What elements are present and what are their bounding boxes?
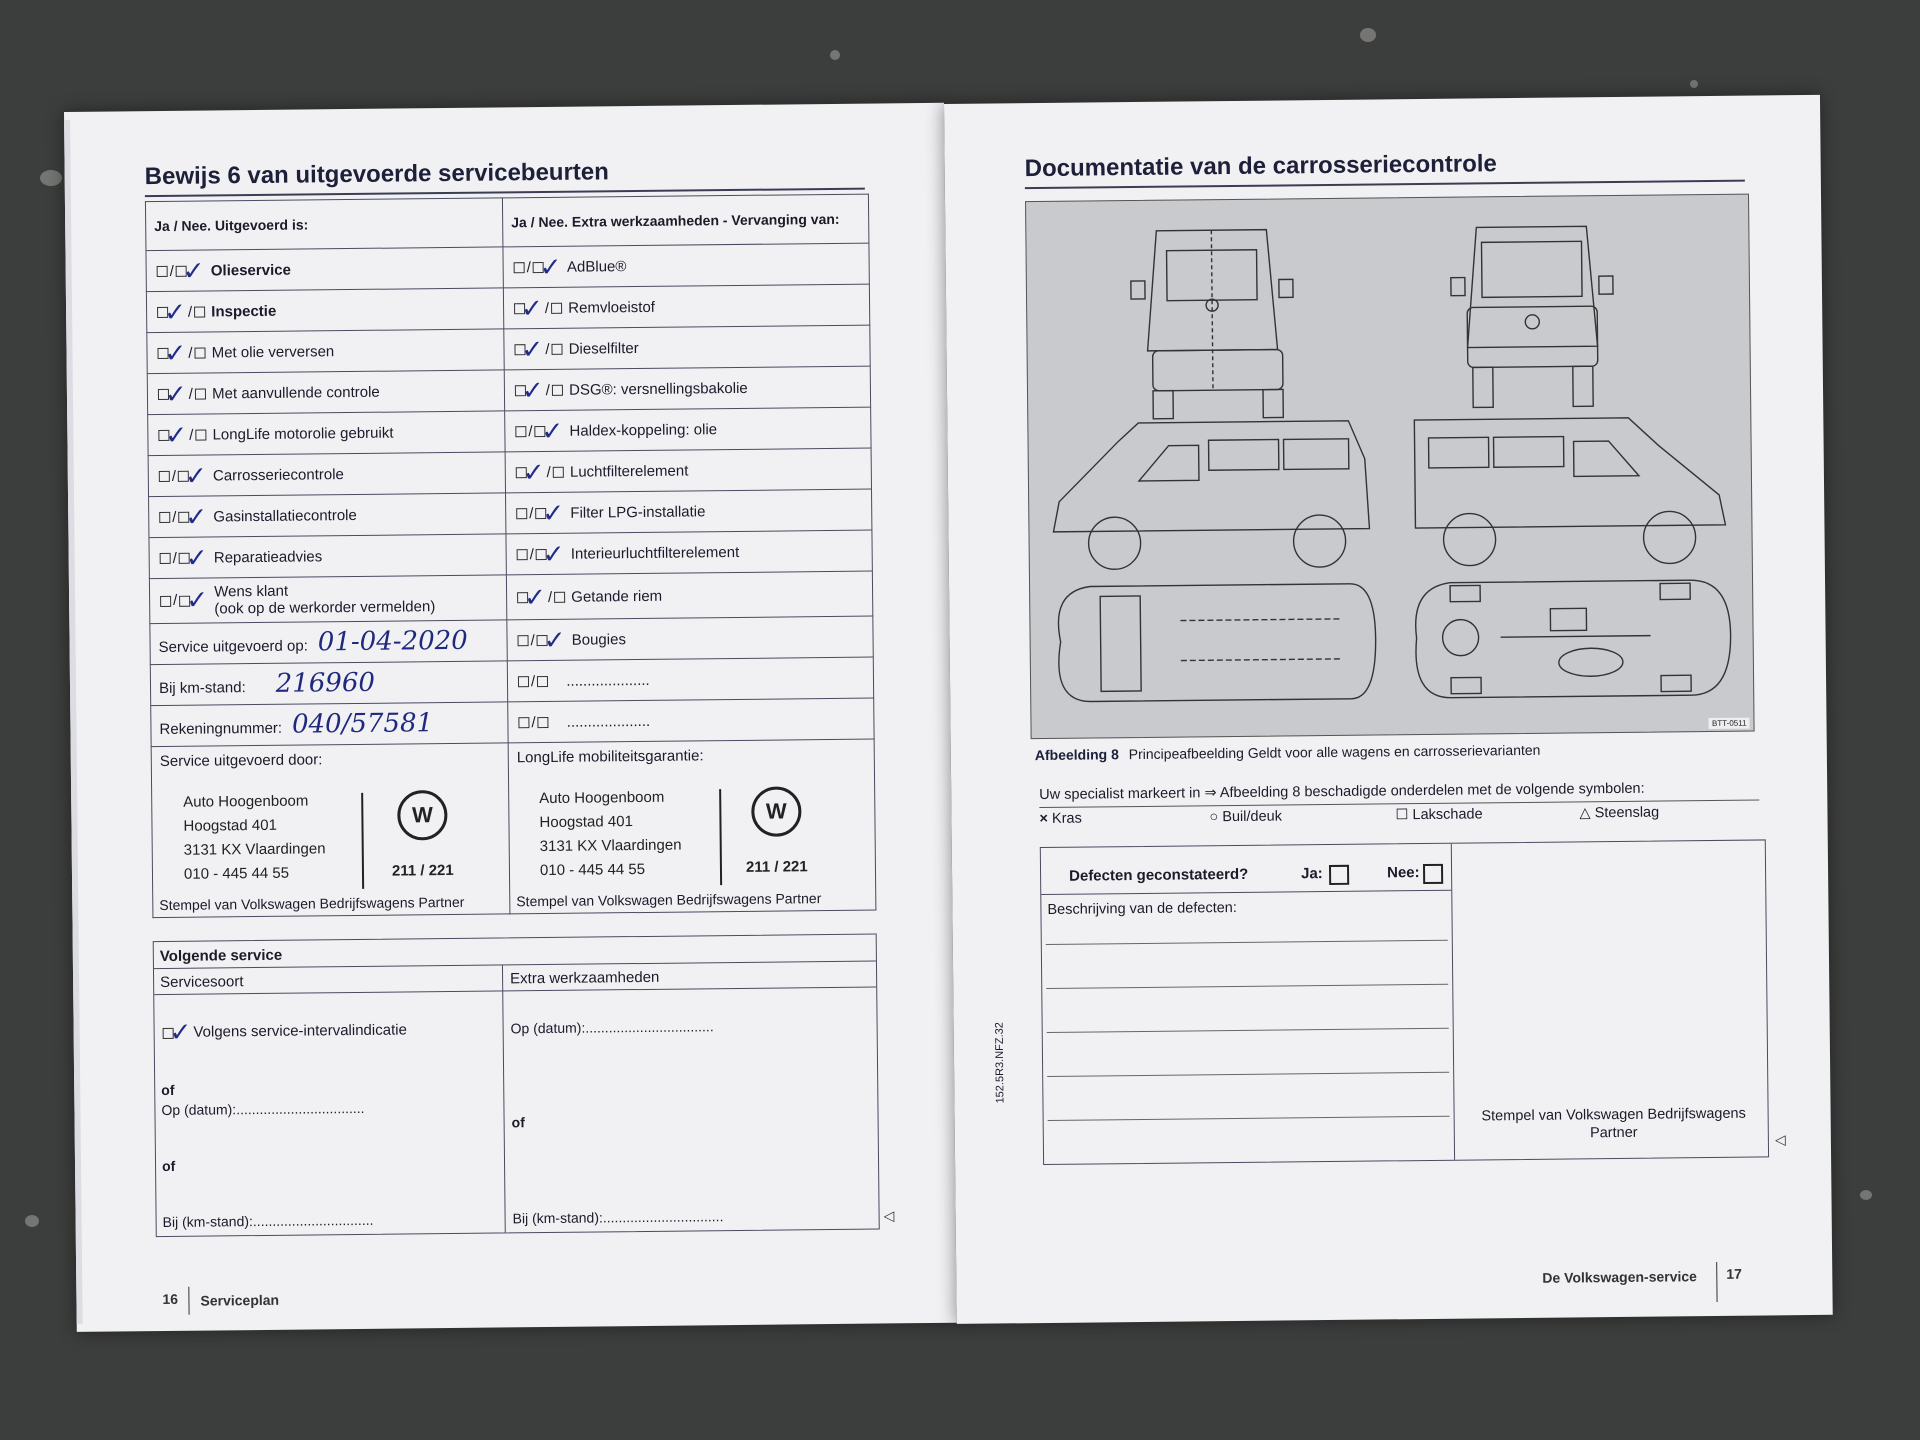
symbol-dent xyxy=(1209,809,1282,826)
table-row: / ✓ Filter LPG-installatie xyxy=(506,489,872,534)
caption-label: Afbeelding 8 xyxy=(1034,746,1119,764)
next-col1-header: Servicesoort xyxy=(160,973,244,992)
row-label: Reparatieadvies xyxy=(213,547,323,566)
table-row: / ✓ Olieservice xyxy=(146,247,503,292)
van-top-view xyxy=(1058,584,1376,702)
footer-divider xyxy=(1716,1262,1717,1302)
table-row: ✓ / Inspectie xyxy=(146,288,503,333)
checkmark-icon: ✓ xyxy=(520,293,544,324)
checkmark-icon: ✓ xyxy=(521,375,544,406)
row-blank: .................... xyxy=(566,671,650,690)
km-label: Bij km-stand: xyxy=(158,679,246,698)
caption-text: Principeafbeelding Geldt voor alle wagens en carrosserievarianten xyxy=(1128,741,1541,763)
divider xyxy=(154,987,876,996)
row-label: Getande riem xyxy=(571,587,663,606)
dealer-code: 211 / 221 xyxy=(391,861,454,880)
row-label: Olieservice xyxy=(210,261,291,279)
dealer-name: Auto Hoogenboom xyxy=(183,792,309,811)
table-row: ✓ / DSG®: versnellingsbakolie xyxy=(504,366,870,411)
checkmark-icon: ✓ xyxy=(523,582,547,613)
page-title: Bewijs 6 van uitgevoerde servicebeurten xyxy=(144,158,610,191)
checkmark-icon: ✓ xyxy=(186,585,209,616)
dealer-city: 3131 KX Vlaardingen xyxy=(183,840,326,859)
service-date-value: 01-04-2020 xyxy=(317,625,468,658)
table-row: / ✓ AdBlue® xyxy=(503,243,869,288)
next-col2-header: Extra werkzaamheden xyxy=(510,968,660,988)
vehicle-diagram xyxy=(1025,194,1755,740)
continue-arrow-icon: ◁ xyxy=(883,1207,895,1224)
van-front-view xyxy=(1450,226,1614,408)
row-label: Haldex-koppeling: olie xyxy=(569,420,718,440)
row-label: Filter LPG-installatie xyxy=(570,502,706,522)
checkmark-icon: ✓ xyxy=(539,252,562,283)
dealer-name: Auto Hoogenboom xyxy=(539,788,665,808)
row-label: LongLife motorolie gebruikt xyxy=(212,424,394,443)
vw-logo-icon: W xyxy=(751,786,802,837)
table-speck xyxy=(1690,80,1698,88)
next-km-field: Bij (km-stand):............................... xyxy=(162,1211,374,1231)
figure-code: BTT-0511 xyxy=(1709,718,1750,729)
checkmark-icon: ✓ xyxy=(169,1017,192,1048)
stone-chip-icon: △ xyxy=(1579,805,1591,822)
row-label: Luchtfilterelement xyxy=(569,461,689,481)
row-blank: .................... xyxy=(566,712,651,731)
dealer-stamp xyxy=(183,789,326,886)
table-speck xyxy=(1860,1190,1872,1200)
writing-line xyxy=(1047,1072,1449,1077)
km-value: 216960 xyxy=(275,667,376,699)
checkmark-icon: ✓ xyxy=(164,338,187,369)
vw-logo-icon: W xyxy=(397,790,448,841)
stamp-label: Stempel van Volkswagen Bedrijfswagens Partner xyxy=(1481,1105,1746,1142)
defects-box xyxy=(1040,839,1769,1165)
service-by-label: Service uitgevoerd door: xyxy=(159,751,323,771)
writing-line xyxy=(1048,1116,1450,1121)
instruction-text: Uw specialist markeert in ⇒ Afbeelding 8 beschadigde onderdelen met de volgende symbolen: xyxy=(1039,780,1645,804)
scratch-icon: × xyxy=(1039,810,1049,828)
table-row: / .................... xyxy=(507,657,873,702)
symbol-label: Lakschade xyxy=(1412,806,1483,824)
table-row: ✓ / Met aanvullende controle xyxy=(147,370,504,415)
row-label: Gasinstallatiecontrole xyxy=(213,506,357,525)
row-label: Interieurluchtfilterelement xyxy=(570,543,740,563)
checkmark-icon: ✓ xyxy=(542,498,565,529)
table-row: / ✓ Reparatieadvies xyxy=(149,534,506,579)
table-speck xyxy=(25,1215,39,1227)
dealer-code: 211 / 221 xyxy=(745,858,808,876)
divider xyxy=(1041,890,1451,895)
service-date-cell xyxy=(150,620,507,665)
row-sublabel: (ook op de werkorder vermelden) xyxy=(214,598,436,618)
table-row: / ✓ Wens klant (ook op de werkorder vermelden) xyxy=(149,575,506,624)
dealer-street: Hoogstad 401 xyxy=(183,816,277,835)
van-side-view-left xyxy=(1052,421,1370,570)
no-label: Nee: xyxy=(1386,864,1420,882)
or-label: of xyxy=(511,1114,525,1131)
row-label: Bougies xyxy=(571,630,626,649)
footer-label: Serviceplan xyxy=(200,1291,280,1309)
van-rear-view xyxy=(1130,229,1294,419)
longlife-stamp xyxy=(539,786,682,883)
extra-date-field: Op (datum):................................. xyxy=(510,1018,714,1037)
checkmark-icon: ✓ xyxy=(521,334,544,365)
col-header-extra: Ja / Nee. Extra werkzaamheden - Vervanging van: xyxy=(502,194,868,247)
continue-arrow-icon: ◁ xyxy=(1774,1131,1786,1148)
page-number: 17 xyxy=(1726,1265,1742,1282)
checkmark-icon: ✓ xyxy=(522,457,545,488)
row-label: Wens klant xyxy=(214,582,289,601)
table-speck xyxy=(830,50,840,60)
or-label: of xyxy=(161,1157,176,1175)
checkmark-icon: ✓ xyxy=(164,379,187,410)
symbol-legend xyxy=(1039,804,1759,828)
service-date-label: Service uitgevoerd op: xyxy=(158,637,308,657)
table-row: / ✓ Gasinstallatiecontrole xyxy=(149,493,506,538)
column-divider xyxy=(502,964,506,1232)
extra-km-field: Bij (km-stand):............................... xyxy=(512,1208,724,1227)
footer-label: De Volkswagen-service xyxy=(1542,1268,1698,1286)
km-cell xyxy=(150,661,507,706)
writing-line xyxy=(1046,940,1448,945)
symbol-paint xyxy=(1395,806,1482,823)
checkmark-icon: ✓ xyxy=(163,297,187,328)
dealer-phone: 010 - 445 44 55 xyxy=(183,864,290,883)
stamp-label: Stempel van Volkswagen Bedrijfswagens Partner xyxy=(159,893,465,914)
checkmark-icon: ✓ xyxy=(182,256,205,287)
checkmark-icon: ✓ xyxy=(165,420,188,451)
page-title: Documentatie van de carrosseriecontrole xyxy=(1024,150,1497,183)
symbol-scratch xyxy=(1039,811,1081,827)
writing-line xyxy=(1046,984,1448,989)
invoice-cell xyxy=(151,702,508,747)
van-side-view-right xyxy=(1414,417,1726,566)
next-service-title: Volgende service xyxy=(159,946,283,966)
table-row: ✓ / Getande riem xyxy=(506,571,872,620)
van-drawings xyxy=(1026,195,1754,739)
yes-label: Ja: xyxy=(1300,865,1323,883)
checkmark-icon: ✓ xyxy=(185,502,208,533)
table-speck xyxy=(1360,28,1376,42)
checkmark-icon: ✓ xyxy=(541,416,564,447)
table-row: ✓ / Dieselfilter xyxy=(504,325,870,370)
side-code: 152.5R3.NFZ.32 xyxy=(993,1022,1007,1104)
figure-caption xyxy=(1035,742,1541,763)
row-label: Met aanvullende controle xyxy=(212,383,380,402)
table-row: ✓ / Luchtfilterelement xyxy=(505,448,871,493)
table-speck xyxy=(40,170,62,186)
checkmark-icon: ✓ xyxy=(184,461,207,492)
defects-label: Defecten geconstateerd? xyxy=(1069,865,1249,885)
van-underside-view xyxy=(1415,580,1731,698)
writing-line xyxy=(1047,1028,1449,1033)
invoice-label: Rekeningnummer: xyxy=(159,719,283,739)
paint-damage-icon: ☐ xyxy=(1395,807,1409,824)
table-row: / .................... xyxy=(508,698,874,743)
or-label: of xyxy=(161,1081,175,1099)
row-label: AdBlue® xyxy=(566,257,627,276)
table-row: / ✓ Interieurluchtfilterelement xyxy=(506,530,872,575)
yes-checkbox[interactable] xyxy=(1329,865,1349,885)
no-checkbox[interactable] xyxy=(1423,864,1443,884)
row-label: DSG®: versnellingsbakolie xyxy=(568,379,748,399)
table-row: / ✓ Haldex-koppeling: olie xyxy=(505,407,871,452)
next-date-field: Op (datum):................................. xyxy=(161,1099,365,1119)
table-row: / ✓ Bougies xyxy=(507,616,873,661)
checkmark-icon: ✓ xyxy=(185,543,208,574)
dealer-city: 3131 KX Vlaardingen xyxy=(539,836,682,856)
checkmark-icon: ✓ xyxy=(543,625,566,656)
description-label: Beschrijving van de defecten: xyxy=(1047,899,1237,918)
table-row: ✓ / Remvloeistof xyxy=(503,284,869,329)
next-option-label: Volgens service-intervalindicatie xyxy=(193,1021,407,1041)
row-label: Carrosseriecontrole xyxy=(212,465,344,484)
invoice-value: 040/57581 xyxy=(291,708,434,740)
table-row: / ✓ Carrosseriecontrole xyxy=(148,452,505,497)
row-label: Remvloeistof xyxy=(568,298,656,317)
page-number: 16 xyxy=(162,1290,179,1308)
right-page xyxy=(944,95,1833,1324)
page-edge xyxy=(64,120,83,1324)
footer-divider xyxy=(188,1287,189,1315)
column-divider xyxy=(1451,844,1455,1160)
checkmark-icon: ✓ xyxy=(542,539,565,570)
row-label: Met olie verversen xyxy=(211,342,335,361)
table-row: ✓ / Met olie verversen xyxy=(147,329,504,374)
next-option-row xyxy=(161,1017,407,1048)
symbol-label: Buil/deuk xyxy=(1222,808,1283,826)
dent-icon: ○ xyxy=(1209,809,1219,826)
left-page xyxy=(64,103,957,1332)
next-service-box xyxy=(153,934,880,1238)
stamp-label: Stempel van Volkswagen Bedrijfswagens Partner xyxy=(516,890,822,910)
col-header-executed: Ja / Nee. Uitgevoerd is: xyxy=(145,198,502,251)
symbol-stone xyxy=(1579,805,1659,822)
symbol-label: Steenslag xyxy=(1594,804,1660,822)
table-row: ✓ / LongLife motorolie gebruikt xyxy=(148,411,505,456)
row-label: Dieselfilter xyxy=(568,339,639,358)
dealer-phone: 010 - 445 44 55 xyxy=(539,860,646,880)
symbol-label: Kras xyxy=(1051,810,1082,827)
dealer-street: Hoogstad 401 xyxy=(539,813,633,832)
longlife-label: LongLife mobiliteitsgarantie: xyxy=(516,747,704,767)
row-label: Inspectie xyxy=(211,302,277,320)
